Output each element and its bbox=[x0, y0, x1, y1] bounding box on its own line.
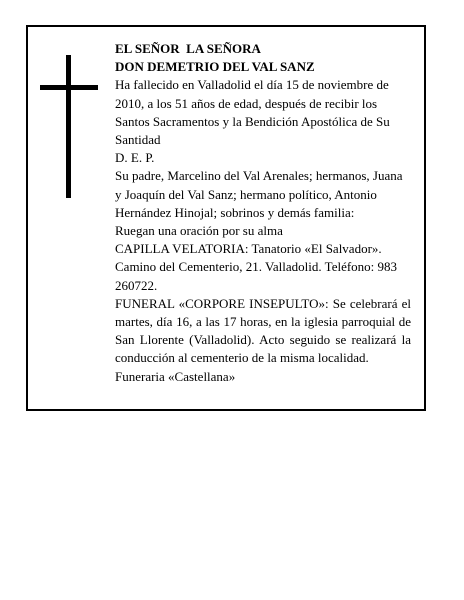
family-list: Su padre, Marcelino del Val Arenales; hermanos, Juana y Joaquín del Val Sanz; hermano político, Antonio Hernández Hinojal; sobrinos y demás familia: bbox=[115, 168, 403, 220]
deceased-name: DON DEMETRIO DEL VAL SANZ bbox=[115, 59, 315, 75]
cross-vertical-bar bbox=[66, 55, 71, 198]
dep-abbreviation: D. E. P. bbox=[115, 150, 155, 166]
notice-text bbox=[115, 40, 411, 386]
obituary-notice bbox=[26, 25, 426, 411]
cross-icon bbox=[40, 55, 98, 198]
wake-details: CAPILLA VELATORIA: Tanatorio «El Salvador». Camino del Cementerio, 21. Valladolid. Teléfono: 983 260722. bbox=[115, 241, 398, 293]
deceased-titles: EL SEÑOR LA SEÑORA bbox=[115, 41, 261, 56]
funeral-details: FUNERAL «CORPORE INSEPULTO»: Se celebrará el martes, día 16, a las 17 horas, en la iglesia parroquial de San Llorente (Valladolid). Acto seguido se realizará la conducción al cementerio de la misma localidad. bbox=[115, 295, 411, 366]
death-notice: Ha fallecido en Valladolid el día 15 de noviembre de 2010, a los 51 años de edad, después de recibir los Santos Sacramentos y la Bendición Apostólica de Su Santidad bbox=[115, 77, 390, 148]
cross-horizontal-bar bbox=[40, 85, 98, 90]
prayer-request: Ruegan una oración por su alma bbox=[115, 223, 283, 239]
funeral-home: Funeraria «Castellana» bbox=[115, 368, 236, 384]
